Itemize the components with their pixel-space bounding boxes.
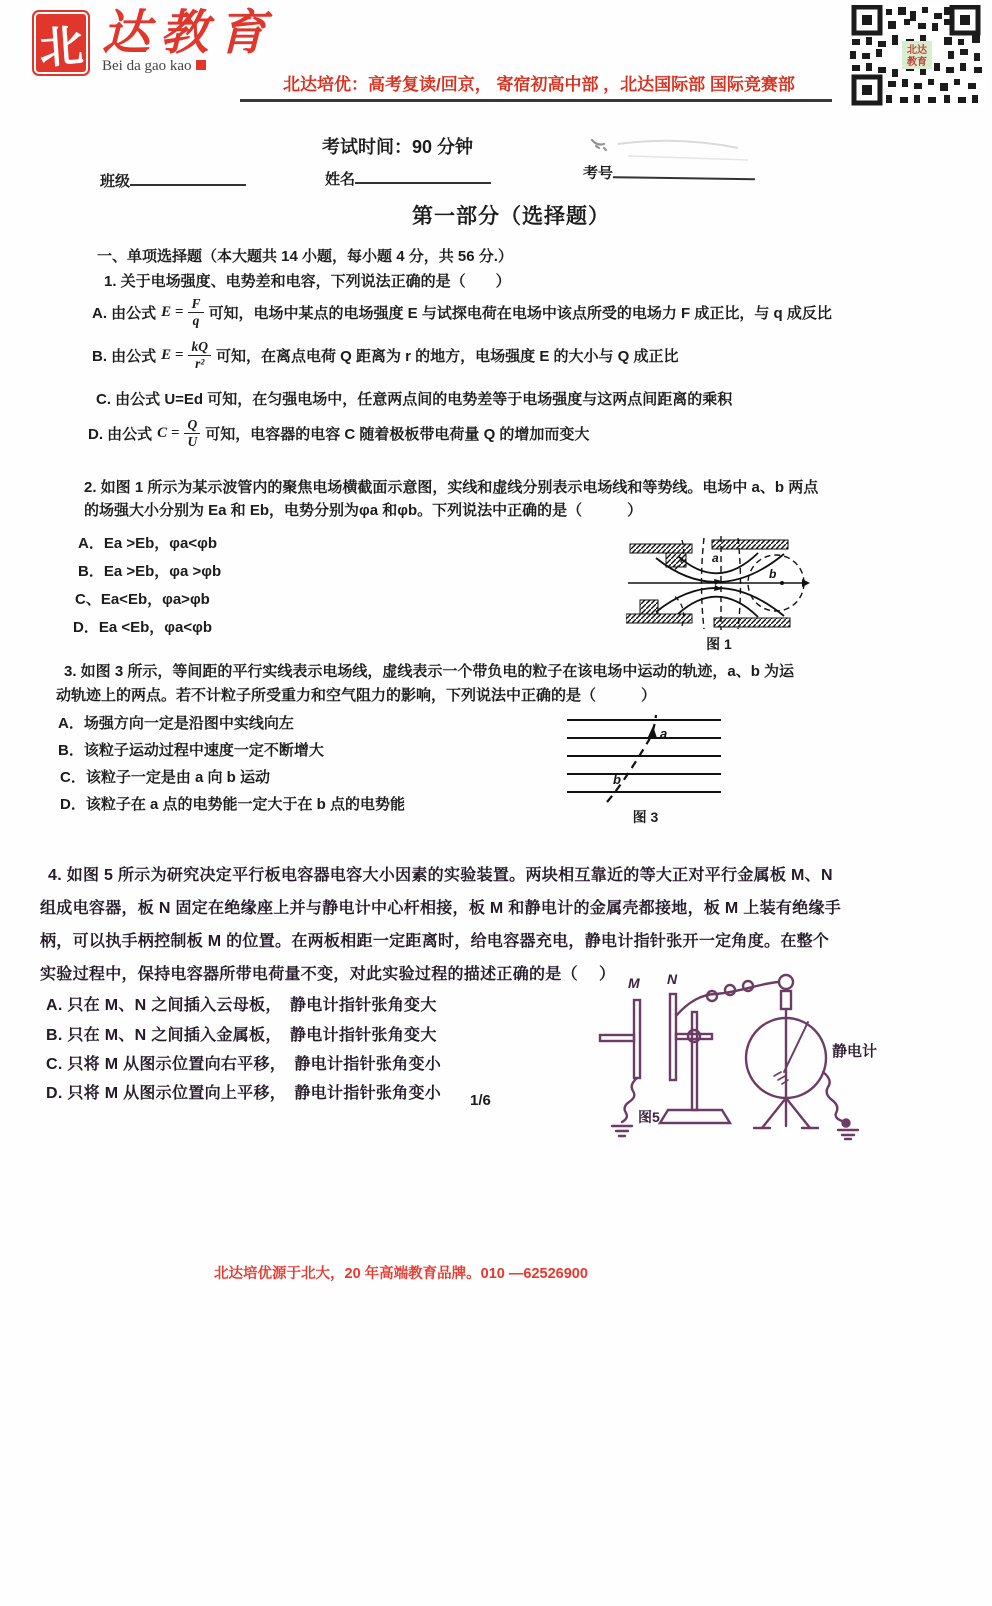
qr-code — [848, 5, 986, 106]
class-blank-line — [130, 171, 246, 186]
figure-1 — [626, 534, 812, 654]
q4-option-a: A. 只在 M、N 之间插入云母板， 静电计指针张角变大 — [46, 997, 437, 1014]
formula-lhs: E = — [161, 304, 184, 321]
fig3-point-b-label: b — [613, 772, 621, 787]
fig5-plate-n-label: N — [667, 971, 678, 987]
figure-1-diagram — [626, 534, 812, 632]
qr-center-label-bottom: 教育 — [907, 57, 927, 68]
q3-option-c: C．该粒子一定是由 a 向 b 运动 — [60, 769, 271, 786]
class-field — [100, 170, 246, 191]
q3-option-d: D．该粒子在 a 点的电势能一定大于在 b 点的电势能 — [60, 796, 406, 813]
section-heading: 一、单项选择题（本大题共 14 小题，每小题 4 分，共 56 分.） — [97, 248, 513, 265]
q2-option-a: A．Ea >Eb，φa<φb — [78, 535, 217, 552]
formula-fraction: $\frac{F}{q}$ — [188, 297, 203, 328]
brand-seal-icon — [32, 10, 90, 76]
q1-option-a — [92, 297, 832, 328]
q4-stem-line3: 柄，可以执手柄控制板 M 的位置。在两板相距一定距离时，给电容器充电，静电计指针张开一定角度。在整个 — [40, 933, 830, 950]
q3-option-a: A．场强方向一定是沿图中实线向左 — [58, 715, 294, 732]
name-label: 姓名 — [325, 171, 356, 188]
fig1-point-a-label: a — [712, 551, 719, 565]
fig5-electrometer-label: 静电计 — [832, 1043, 878, 1060]
red-square-icon — [196, 60, 206, 70]
fig3-point-a-label: a — [660, 726, 668, 741]
seal-character: 北 — [37, 21, 85, 74]
formula-fraction: $\frac{Q}{U}$ — [184, 418, 200, 449]
q4-stem-line2: 组成电容器，板 N 固定在绝缘座上并与静电计中心杆相接，板 M 和静电计的金属壳都接地，板 M 上装有绝缘手 — [40, 900, 842, 917]
option-text: D. 由公式 — [88, 426, 153, 444]
brand-tagline: 北达培优：高考复读/回京， 寄宿初高中部 ，北达国际部 国际竞赛部 — [283, 75, 795, 94]
figure-5-caption: 图5 — [638, 1109, 660, 1125]
formula-fraction: $\frac{kQ}{\text{r²}}$ — [188, 340, 211, 371]
footer-brand-line: 北达培优源于北大，20 年高端教育品牌。010 —62526900 — [214, 1266, 588, 1282]
option-text: 可知，电场中某点的电场强度 E 与试探电荷在电场中该点所受的电场力 F 成正比，与 q 成反比 — [208, 305, 832, 323]
q2-option-b: B．Ea >Eb，φa >φb — [78, 563, 222, 580]
q1-option-d — [88, 418, 589, 449]
figure-3-diagram — [563, 712, 728, 805]
class-label: 班级 — [100, 173, 131, 190]
q4-option-c: C. 只将 M 从图示位置向右平移， 静电计指针张角变小 — [46, 1056, 442, 1073]
q4-stem-line1: 4. 如图 5 所示为研究决定平行板电容器电容大小因素的实验装置。两块相互靠近的等大正对平行金属板 M、N — [48, 867, 833, 884]
q3-option-b: B．该粒子运动过程中速度一定不断增大 — [58, 742, 324, 759]
q1-option-c: C. 由公式 U=Ed 可知，在匀强电场中，任意两点间的电势差等于电场强度与这两点间距离的乘积 — [96, 391, 733, 408]
formula-lhs: E = — [161, 347, 184, 364]
page-number: 1/6 — [470, 1092, 491, 1109]
figure-5 — [590, 970, 882, 1142]
option-text: 可知，在离点电荷 Q 距离为 r 的地方，电场强度 E 的大小与 Q 成正比 — [215, 348, 679, 366]
q3-stem-line2: 动轨迹上的两点。若不计粒子所受重力和空气阻力的影响，下列说法中正确的是（ ） — [56, 687, 657, 704]
option-text: A. 由公式 — [92, 305, 157, 323]
q2-option-c: C、Ea<Eb，φa>φb — [75, 591, 210, 608]
qr-center-label-top: 北达 — [907, 45, 927, 56]
figure-5-diagram — [590, 970, 882, 1142]
brand-logo — [32, 7, 277, 76]
q2-stem-line1: 2. 如图 1 所示为某示波管内的聚焦电场横截面示意图，实线和虚线分别表示电场线和等势线。电场中 a、b 两点 — [84, 479, 819, 496]
q1-stem: 1. 关于电场强度、电势差和电容，下列说法正确的是（ ） — [104, 273, 511, 290]
fig5-plate-m-label: M — [628, 975, 640, 991]
q4-option-d: D. 只将 M 从图示位置向上平移， 静电计指针张角变小 — [46, 1085, 442, 1102]
exam-no-label: 考号 — [582, 164, 614, 183]
part-title: 第一部分（选择题） — [412, 205, 610, 228]
option-text: 可知，电容器的电容 C 随着极板带电荷量 Q 的增加而变大 — [205, 426, 590, 444]
figure-3-caption: 图 3 — [632, 809, 659, 825]
name-blank-line — [355, 169, 491, 184]
fig1-point-b-label: b — [769, 567, 777, 581]
formula-lhs: C = — [157, 425, 180, 442]
figure-1-caption: 图 1 — [706, 636, 732, 652]
option-text: B. 由公式 — [92, 348, 157, 366]
q3-stem-line1: 3. 如图 3 所示，等间距的平行实线表示电场线，虚线表示一个带负电的粒子在该电场中运动的轨迹，a、b 为运 — [64, 663, 795, 680]
exam-duration: 考试时间：90 分钟 — [322, 137, 474, 157]
q4-stem-line4: 实验过程中，保持电容器所带电荷量不变，对此实验过程的描述正确的是（ ） — [40, 966, 616, 983]
ink-smudge — [588, 130, 768, 166]
brand-name: 达教育 — [102, 7, 277, 60]
q1-option-b — [92, 340, 679, 371]
q2-stem-line2: 的场强大小分别为 Ea 和 Eb，电势分别为φa 和φb。下列说法中正确的是（ ） — [84, 502, 643, 519]
header-divider — [240, 99, 832, 102]
brand-subtitle: Bei da gao kao — [102, 58, 276, 75]
exam-no-field — [583, 162, 755, 185]
q4-option-b: B. 只在 M、N 之间插入金属板， 静电计指针张角变大 — [46, 1027, 437, 1044]
name-field — [325, 168, 491, 189]
figure-3 — [563, 712, 728, 827]
q2-option-d: D．Ea <Eb，φa<φb — [73, 619, 212, 636]
exam-no-blank-line — [613, 163, 755, 180]
